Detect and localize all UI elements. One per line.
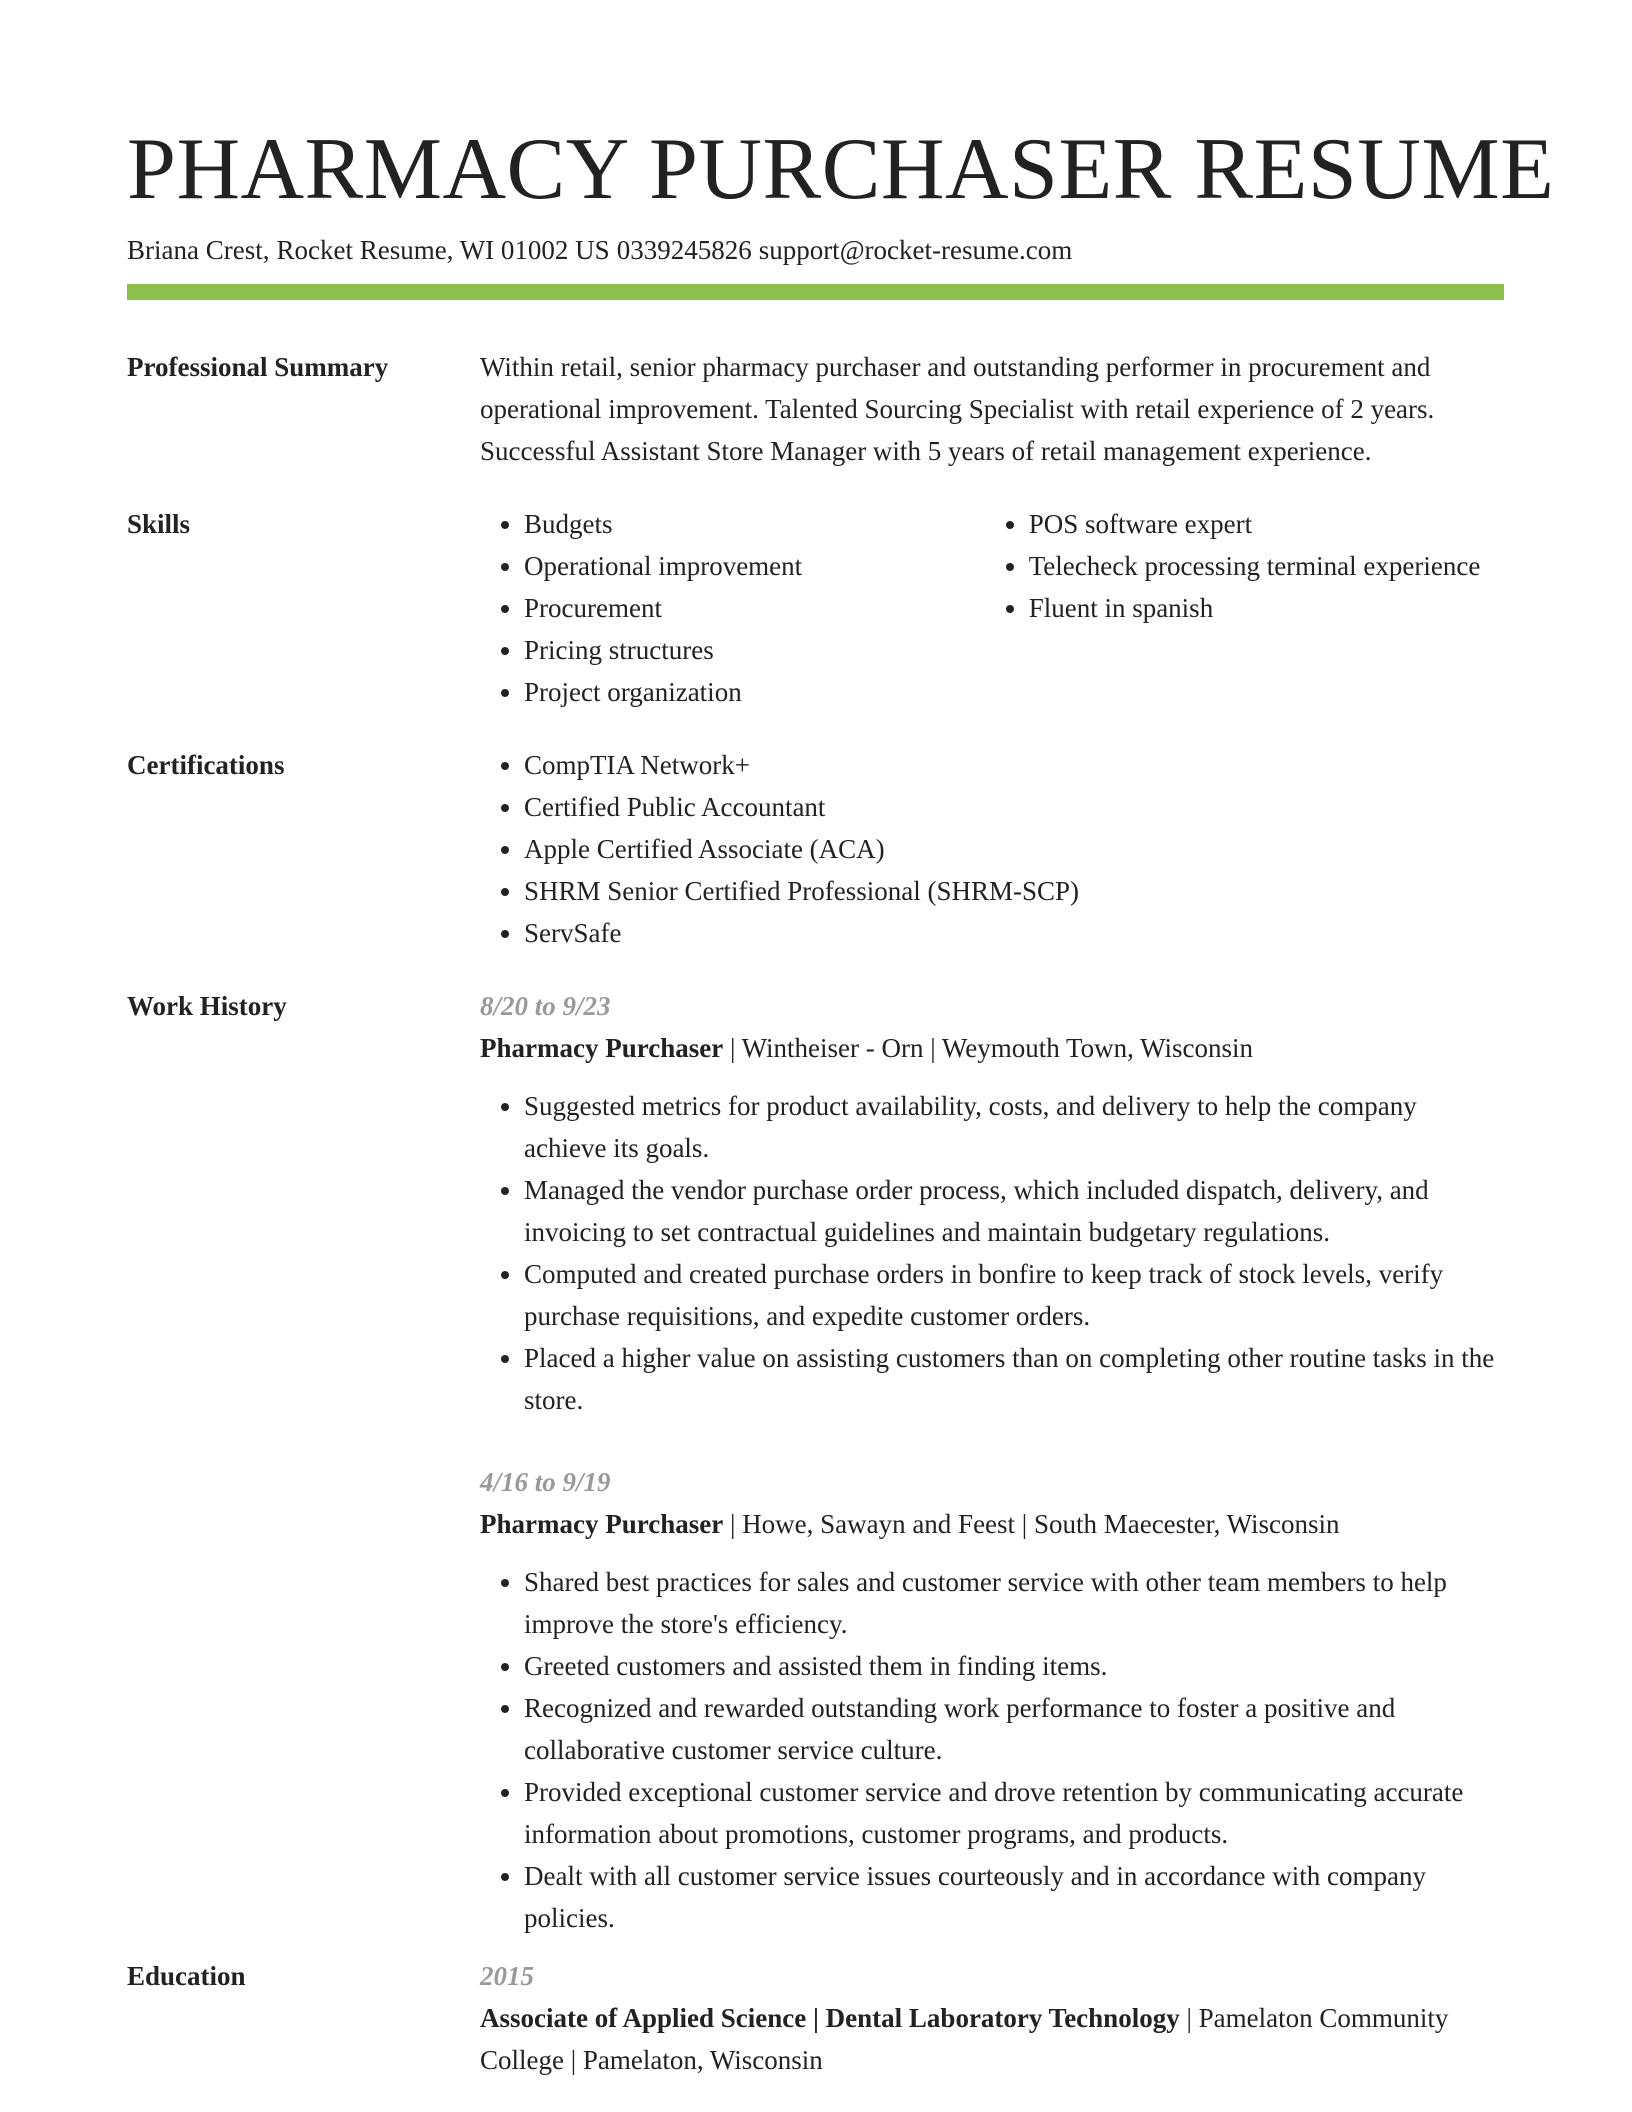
job-duties: [480, 1561, 1504, 1939]
job-title: Pharmacy Purchaser: [480, 1509, 724, 1539]
certifications-content: [480, 744, 1504, 954]
skills-list-left: [480, 503, 985, 713]
summary-label: Professional Summary: [127, 352, 389, 382]
skill-item: • Pricing structures: [524, 629, 985, 671]
duty-item: • Provided exceptional customer service and drove retention by communicating accurate information about promotions, customer programs, and products.: [524, 1771, 1504, 1855]
summary-content: [480, 346, 1504, 472]
contact-location: Rocket Resume, WI 01002 US: [276, 235, 610, 265]
skill-item: • Procurement: [524, 587, 985, 629]
job-dates: 4/16 to 9/19: [480, 1467, 611, 1497]
skills-content: [480, 503, 1504, 713]
education-details: | Pamelaton Community College | Pamelaton, Wisconsin: [480, 2003, 1449, 2075]
accent-divider: [127, 284, 1504, 300]
job-heading: [480, 1027, 1504, 1069]
skill-item: • Fluent in spanish: [1029, 587, 1504, 629]
certification-item: • Apple Certified Associate (ACA): [524, 828, 1504, 870]
skills-label: Skills: [127, 509, 191, 539]
resume-title: PHARMACY PURCHASER RESUME: [127, 121, 1555, 218]
job-heading: [480, 1503, 1504, 1545]
certification-item: • ServSafe: [524, 912, 1504, 954]
contact-name: Briana Crest,: [127, 235, 270, 265]
certification-item: • CompTIA Network+: [524, 744, 1504, 786]
skill-item: • Budgets: [524, 503, 985, 545]
contact-line: [127, 232, 1072, 268]
certification-item: • Certified Public Accountant: [524, 786, 1504, 828]
job-dates: 8/20 to 9/23: [480, 991, 611, 1021]
job-title: Pharmacy Purchaser: [480, 1033, 724, 1063]
education-label: Education: [127, 1961, 246, 1991]
skill-item: • POS software expert: [1029, 503, 1504, 545]
work-history-content: [480, 985, 1504, 1939]
job-duties: [480, 1085, 1504, 1421]
duty-item: • Suggested metrics for product availability, costs, and delivery to help the company achieve its goals.: [524, 1085, 1504, 1169]
job-entry: [480, 1461, 1504, 1939]
skills-list-right: [985, 503, 1504, 713]
certification-item: • SHRM Senior Certified Professional (SHRM-SCP): [524, 870, 1504, 912]
skill-item: • Operational improvement: [524, 545, 985, 587]
education-content: [480, 1955, 1504, 2081]
job-details: | Howe, Sawayn and Feest | South Maecester, Wisconsin: [723, 1509, 1340, 1539]
education-degree: Associate of Applied Science | Dental Laboratory Technology: [480, 2003, 1180, 2033]
education-year: 2015: [480, 1961, 534, 1991]
education-heading: [480, 1997, 1504, 2081]
job-entry: [480, 985, 1504, 1421]
duty-item: • Greeted customers and assisted them in finding items.: [524, 1645, 1504, 1687]
duty-item: • Dealt with all customer service issues courteously and in accordance with company policies.: [524, 1855, 1504, 1939]
summary-text: Within retail, senior pharmacy purchaser and outstanding performer in procurement and operational improvement. Talented Sourcing Specialist with retail experience of 2 years. Successful Assistant Store Manager with 5 years of retail management experience.: [480, 352, 1435, 466]
work-history-label: Work History: [127, 991, 287, 1021]
duty-item: • Shared best practices for sales and customer service with other team members to help improve the store's efficiency.: [524, 1561, 1504, 1645]
job-details: | Wintheiser - Orn | Weymouth Town, Wisconsin: [723, 1033, 1253, 1063]
duty-item: • Managed the vendor purchase order process, which included dispatch, delivery, and invoicing to set contractual guidelines and maintain budgetary regulations.: [524, 1169, 1504, 1253]
duty-item: • Recognized and rewarded outstanding work performance to foster a positive and collaborative customer service culture.: [524, 1687, 1504, 1771]
skill-item: • Telecheck processing terminal experience: [1029, 545, 1504, 587]
duty-item: • Computed and created purchase orders in bonfire to keep track of stock levels, verify purchase requisitions, and expedite customer orders.: [524, 1253, 1504, 1337]
certifications-label: Certifications: [127, 750, 285, 780]
contact-email: support@rocket-resume.com: [758, 235, 1073, 265]
contact-phone: 0339245826: [616, 235, 752, 265]
duty-item: • Placed a higher value on assisting customers than on completing other routine tasks in the store.: [524, 1337, 1504, 1421]
certifications-list: [480, 744, 1504, 954]
skill-item: • Project organization: [524, 671, 985, 713]
